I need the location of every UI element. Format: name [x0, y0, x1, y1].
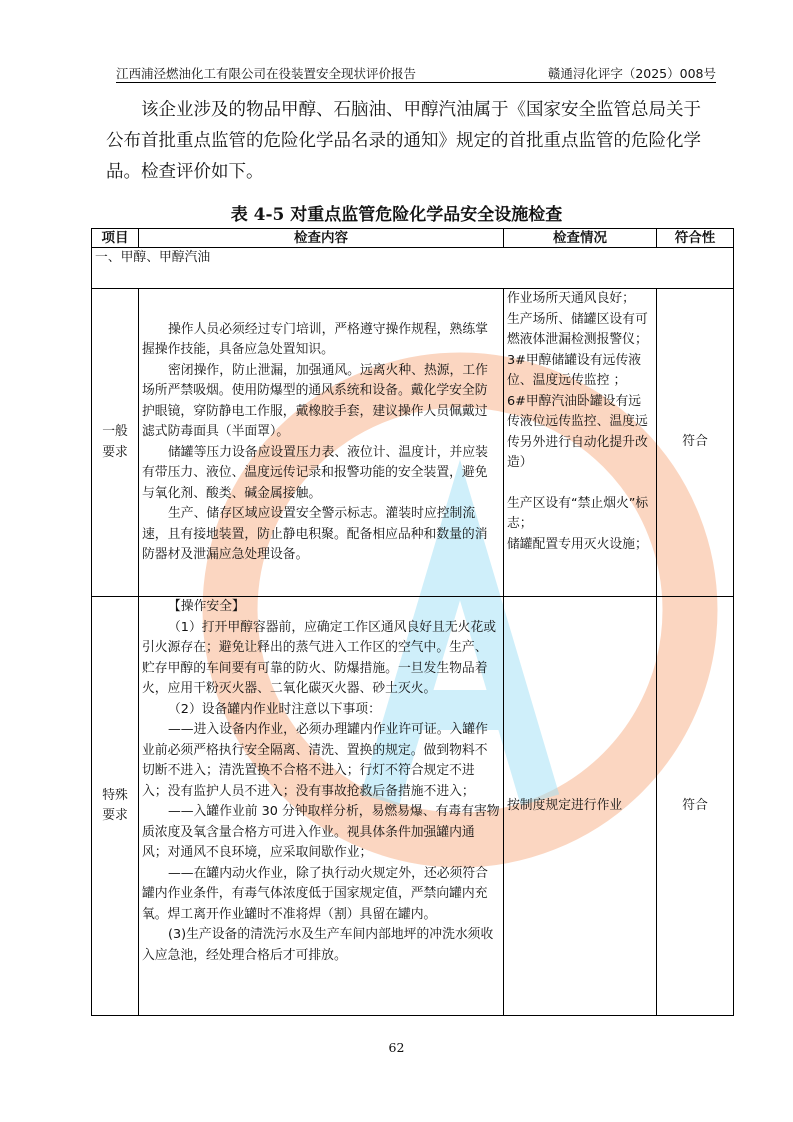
page-number: 62: [388, 1040, 405, 1055]
page-header: [116, 64, 716, 83]
compliance-cell: 符合: [657, 597, 734, 1016]
content-paragraph: ——入罐作业前 30 分钟取样分析，易燃易爆、有毒有害物质浓度及氧含量合格方可进入作业。视具体条件加强罐内通风；对通风不良环境，应采取间歇作业；: [142, 804, 500, 860]
result-line: 储罐配置专用灭火设施；: [507, 536, 648, 552]
report-title: 江西浦泾燃油化工有限公司在役装置安全现状评价报告: [116, 66, 417, 81]
content-paragraph: （1）打开甲醇容器前，应确定工作区通风良好且无火花或引火源存在；避免让释出的蒸气进入工作区的空气中。生产、贮存甲醇的车间要有可靠的防火、防爆措施。一旦发生物品着火，应用干粉灭火器、二氧化碳灭火器、砂土灭火。: [142, 619, 497, 696]
result-line: 6#甲醇汽油卧罐设有远传液位远传监控、温度远传另外进行自动化提升改造）: [507, 393, 648, 470]
section-title: 一、甲醇、甲醇汽油: [92, 248, 734, 289]
col-content: 检查内容: [139, 229, 504, 248]
table-row: [92, 597, 734, 1016]
result-line: 作业场所天通风良好；: [507, 291, 635, 306]
col-item: 项目: [92, 229, 139, 248]
content-paragraph: (3)生产设备的清洗污水及生产车间内部地坪的冲洗水须收入应急池，经处理合格后才可排放。: [142, 927, 494, 963]
section-row: [92, 248, 734, 289]
content-paragraph: 储罐等压力设备应设置压力表、液位计、温度计，并应装有带压力、液位、温度远传记录和报警功能的安全装置，避免与氧化剂、酸类、碱金属接触。: [142, 444, 488, 501]
content-paragraph: （2）设备罐内作业时注意以下事项：: [168, 701, 381, 717]
content-paragraph: 操作人员必须经过专门培训，严格遵守操作规程，熟练掌握操作技能，具备应急处置知识。: [142, 321, 488, 357]
content-paragraph: 【操作安全】: [168, 599, 245, 614]
content-paragraph: ——进入设备内作业，必须办理罐内作业许可证。入罐作业前必须严格执行安全隔离、清洗、置换的规定。做到物料不切断不进入；清洗置换不合格不进入；行灯不符合规定不进入；没有监护人员不进入；没有事故抢救后备措施不进入；: [142, 722, 488, 799]
result-line: 生产区设有“禁止烟火”标志；: [507, 495, 649, 531]
content-cell: [139, 597, 504, 1016]
content-cell: [139, 289, 504, 597]
item-cell: 特殊要求: [92, 597, 139, 1016]
inspection-table: [91, 228, 734, 1016]
content-paragraph: ——在罐内动火作业，除了执行动火规定外，还必须符合罐内作业条件，有毒气体浓度低于国家规定值，严禁向罐内充氧。焊工离开作业罐时不准将焊（割）具留在罐内。: [142, 865, 488, 922]
col-compliance: 符合性: [657, 229, 734, 248]
compliance-cell: 符合: [657, 289, 734, 597]
result-line: 生产场所、储罐区设有可燃液体泄漏检测报警仪；: [507, 311, 648, 347]
result-cell: 按制度规定进行作业: [504, 597, 657, 1016]
report-number: 赣通浔化评字（2025）008号: [547, 66, 716, 81]
table-header-row: [92, 229, 734, 248]
result-spacer: [507, 474, 653, 494]
content-paragraph: 生产、储存区域应设置安全警示标志。灌装时应控制流速，且有接地装置，防止静电积聚。配备相应品种和数量的消防器材及泄漏应急处理设备。: [142, 506, 488, 562]
table-caption: 表 4-5 对重点监管危险化学品安全设施检查: [230, 205, 563, 225]
item-cell: 一般要求: [92, 289, 139, 597]
result-line: 3#甲醇储罐设有远传液位、温度远传监控 ；: [507, 352, 642, 388]
table-row: [92, 289, 734, 597]
result-cell: [504, 289, 657, 597]
col-result: 检查情况: [504, 229, 657, 248]
content-paragraph: 密闭操作，防止泄漏，加强通风。远离火种、热源，工作场所严禁吸烟。使用防爆型的通风系统和设备。戴化学安全防护眼镜，穿防静电工作服，戴橡胶手套，建议操作人员佩戴过滤式防毒面具（半面罩）。: [142, 362, 488, 439]
intro-paragraph: 该企业涉及的物品甲醇、石脑油、甲醇汽油属于《国家安全监管总局关于公布首批重点监管的危险化学品名录的通知》规定的首批重点监管的危险化学品。检查评价如下。: [106, 100, 701, 182]
